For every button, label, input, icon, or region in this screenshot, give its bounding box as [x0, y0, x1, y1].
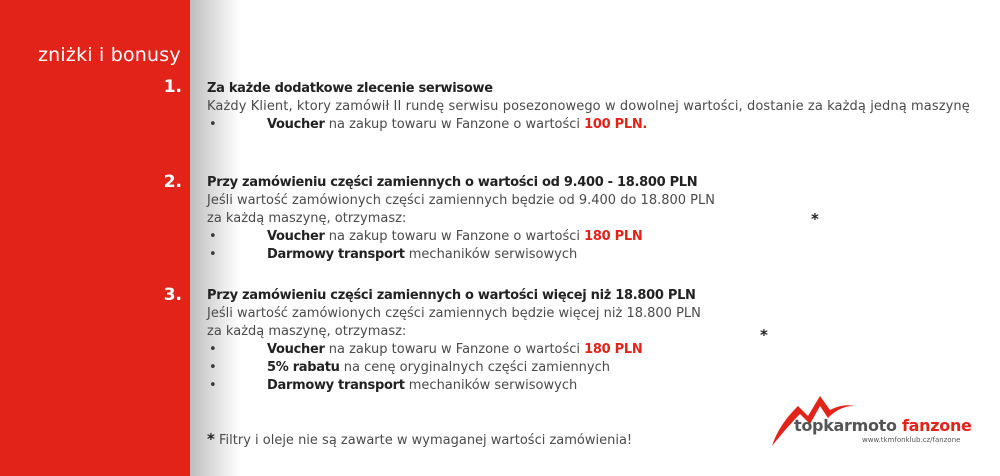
item-number: 1.	[163, 77, 182, 97]
offer-item-1	[207, 80, 987, 134]
footnote-text: Filtry i oleje nie są zawarte w wymaganej wartości zamówienia!	[214, 433, 633, 448]
footnote	[207, 430, 632, 448]
bullet-icon: •	[209, 342, 217, 357]
bullet-text: na zakup towaru w Fanzone o wartości	[324, 229, 585, 244]
logo-part-fanzone: fanzone	[902, 416, 972, 435]
offer-description: Każdy Klient, ktory zamówił II rundę serwisu posezonowego w dowolnej wartości, dostanie za każdą jedną maszynę	[207, 99, 970, 114]
bullet-strong: Darmowy transport	[267, 378, 405, 393]
asterisk-mark: *	[811, 210, 819, 228]
footnote-star: *	[207, 430, 215, 448]
bullet-icon: •	[209, 247, 217, 262]
offer-heading: Za każde dodatkowe zlecenie serwisowe	[207, 81, 493, 96]
offer-heading: Przy zamówieniu części zamiennych o wartości od 9.400 - 18.800 PLN	[207, 175, 698, 190]
bullet-strong: Voucher	[267, 229, 325, 244]
bullet-icon: •	[209, 229, 217, 244]
bullet-item	[207, 116, 987, 134]
offer-description: za każdą maszynę, otrzymasz:	[207, 211, 407, 226]
offer-description: Jeśli wartość zamówionych części zamiennych będzie więcej niż 18.800 PLN	[207, 306, 701, 321]
bullet-strong: Voucher	[267, 342, 325, 357]
bullet-strong: Voucher	[267, 117, 325, 132]
offer-heading: Przy zamówieniu części zamiennych o wartości więcej niż 18.800 PLN	[207, 288, 696, 303]
bullet-text: mechaników serwisowych	[404, 247, 578, 262]
bullet-icon: •	[209, 117, 217, 132]
item-number: 3.	[163, 285, 182, 305]
bullet-highlight: 100 PLN.	[584, 117, 648, 132]
offer-item-2	[207, 174, 987, 264]
bullet-text: na cenę oryginalnych części zamiennych	[339, 360, 611, 375]
item-number: 2.	[163, 172, 182, 192]
offer-description: za każdą maszynę, otrzymasz:	[207, 324, 407, 339]
logo-part-topkarmoto: topkarmoto	[794, 416, 897, 435]
bullet-strong: Darmowy transport	[267, 247, 405, 262]
topkarmoto-logo	[768, 388, 976, 458]
asterisk-mark: *	[760, 326, 768, 344]
bullet-icon: •	[209, 378, 217, 393]
bullet-text: na zakup towaru w Fanzone o wartości	[324, 342, 585, 357]
bullet-text: na zakup towaru w Fanzone o wartości	[324, 117, 585, 132]
bullet-item	[207, 359, 987, 377]
bullet-item	[207, 246, 987, 264]
bullet-item	[207, 341, 987, 359]
offer-item-3	[207, 287, 987, 395]
bullet-strong: 5% rabatu	[267, 360, 340, 375]
bullet-text: mechaników serwisowych	[404, 378, 578, 393]
section-title: zniżki i bonusy	[38, 44, 181, 66]
bullet-icon: •	[209, 360, 217, 375]
offer-description: Jeśli wartość zamówionych części zamiennych będzie od 9.400 do 18.800 PLN	[207, 193, 715, 208]
logo-wordmark	[794, 416, 972, 435]
bullet-item	[207, 228, 987, 246]
logo-url: www.tkmfonklub.cz/fanzone	[862, 436, 961, 444]
bullet-highlight: 180 PLN	[584, 229, 643, 244]
bullet-highlight: 180 PLN	[584, 342, 643, 357]
red-side-band	[0, 0, 190, 476]
